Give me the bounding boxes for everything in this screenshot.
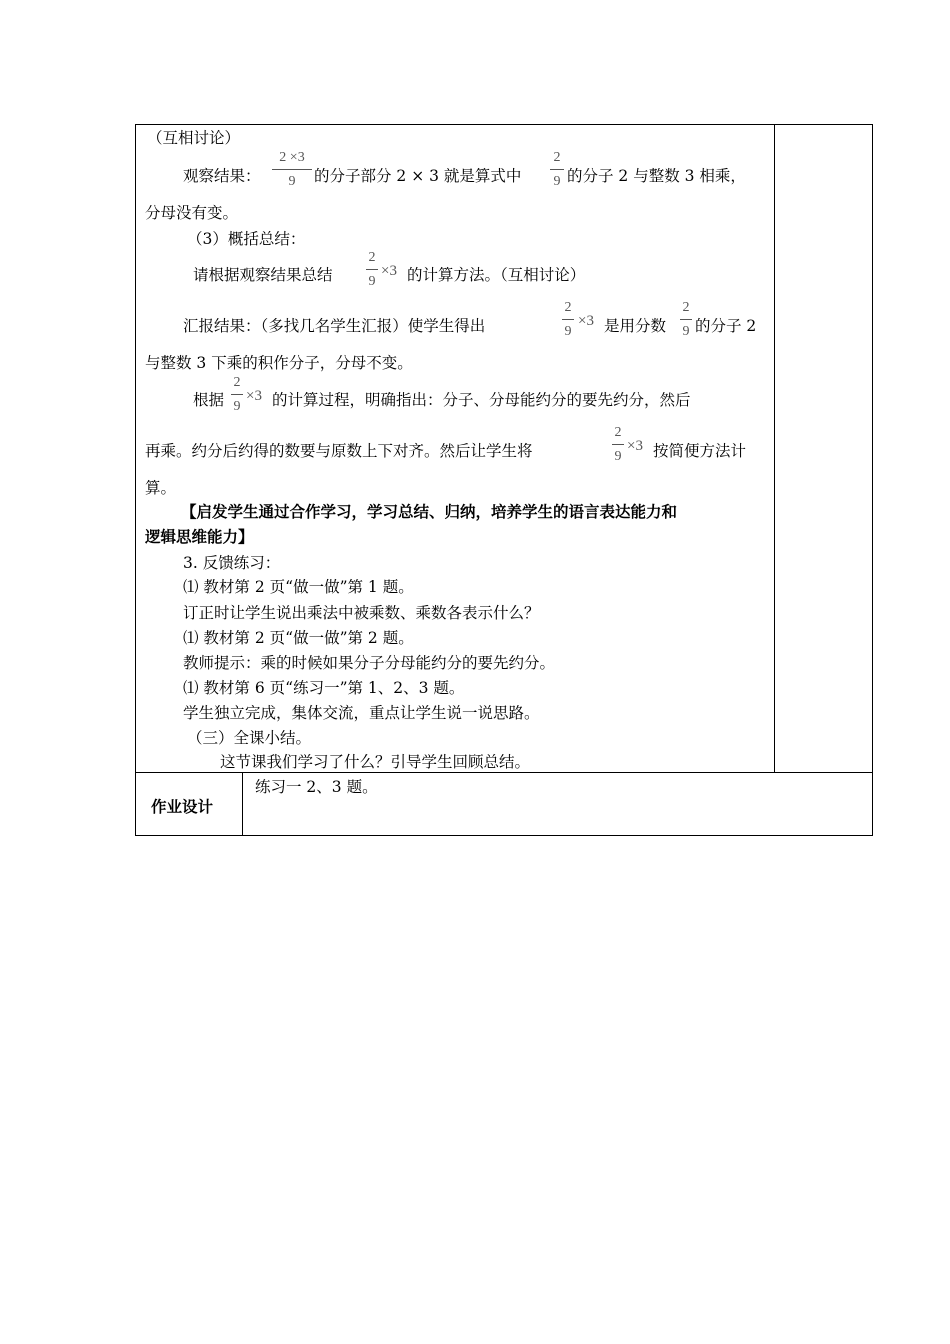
fraction-bar bbox=[680, 319, 692, 320]
fraction-denominator: 9 bbox=[564, 324, 572, 339]
text-line: 观察结果： bbox=[183, 167, 261, 185]
text-line: 汇报结果：（多找几名学生汇报）使学生得出 bbox=[183, 317, 486, 335]
fraction-numerator: 2 ×3 bbox=[279, 150, 305, 165]
text-line: ⑴ 教材第 2 页“做一做”第 1 题。 bbox=[183, 578, 414, 596]
fraction-bar bbox=[272, 169, 312, 170]
text-line: 算。 bbox=[145, 479, 177, 497]
fraction bbox=[612, 426, 624, 466]
fraction-bar bbox=[231, 394, 243, 395]
text-line: 分母没有变。 bbox=[145, 204, 239, 222]
fraction-numerator: 2 bbox=[614, 425, 622, 440]
homework-content: 练习一 2、3 题。 bbox=[255, 778, 378, 796]
fraction-numerator: 2 bbox=[553, 150, 561, 165]
fraction bbox=[562, 301, 574, 341]
fraction-numerator: 2 bbox=[564, 300, 572, 315]
homework-label: 作业设计 bbox=[151, 798, 214, 816]
text-line: ⑴ 教材第 2 页“做一做”第 2 题。 bbox=[183, 629, 414, 647]
fraction-denominator: 9 bbox=[553, 174, 561, 189]
text-line: 的计算方法。（互相讨论） bbox=[407, 266, 586, 284]
table-divider-homework bbox=[242, 772, 243, 836]
fraction-bar bbox=[562, 319, 574, 320]
text-line: 根据 bbox=[193, 391, 225, 409]
fraction-denominator: 9 bbox=[288, 174, 296, 189]
fraction bbox=[231, 376, 243, 416]
text-line: 按简便方法计 bbox=[653, 442, 747, 460]
text-line: 教师提示：乘的时候如果分子分母能约分的要先约分。 bbox=[183, 654, 556, 672]
text-line: 订正时让学生说出乘法中被乘数、乘数各表示什么？ bbox=[183, 604, 540, 622]
fraction bbox=[550, 151, 564, 191]
text-line: （三）全课小结。 bbox=[187, 729, 312, 747]
fraction-expression bbox=[272, 151, 312, 191]
text-line: 请根据观察结果总结 bbox=[193, 266, 333, 284]
times-three: ×3 bbox=[627, 438, 643, 454]
fraction-bar bbox=[550, 169, 564, 170]
fraction-bar bbox=[612, 444, 624, 445]
text-line: 的分子 2 与整数 3 相乘， bbox=[567, 167, 746, 185]
fraction-numerator: 2 bbox=[682, 300, 690, 315]
text-line: 的计算过程，明确指出：分子、分母能约分的要先约分，然后 bbox=[272, 391, 691, 409]
text-line: 学生独立完成，集体交流，重点让学生说一说思路。 bbox=[183, 704, 540, 722]
fraction-denominator: 9 bbox=[614, 449, 622, 464]
text-line-emphasis: 【启发学生通过合作学习，学习总结、归纳，培养学生的语言表达能力和 bbox=[181, 502, 678, 521]
fraction-bar bbox=[366, 269, 378, 270]
fraction-numerator: 2 bbox=[233, 375, 241, 390]
times-three: ×3 bbox=[381, 263, 397, 279]
text-line: 的分子 2 bbox=[695, 317, 757, 335]
text-line: 再乘。约分后约得的数要与原数上下对齐。然后让学生将 bbox=[145, 442, 533, 460]
text-line: 是用分数 bbox=[604, 317, 667, 335]
text-line-emphasis: 逻辑思维能力】 bbox=[145, 527, 254, 546]
times-three: ×3 bbox=[246, 388, 262, 404]
fraction-denominator: 9 bbox=[368, 274, 376, 289]
fraction bbox=[680, 301, 692, 341]
text-line: （3）概括总结： bbox=[187, 230, 306, 248]
fraction-denominator: 9 bbox=[682, 324, 690, 339]
text-line: （互相讨论） bbox=[147, 129, 241, 147]
times-three: ×3 bbox=[578, 313, 594, 329]
table-divider-row bbox=[135, 772, 873, 773]
text-line: 的分子部分 2 × 3 就是算式中 bbox=[314, 167, 522, 185]
text-line: 这节课我们学习了什么？引导学生回顾总结。 bbox=[220, 753, 531, 771]
fraction-denominator: 9 bbox=[233, 399, 241, 414]
text-line: 与整数 3 下乘的积作分子，分母不变。 bbox=[145, 354, 413, 372]
fraction bbox=[366, 251, 378, 291]
fraction-numerator: 2 bbox=[368, 250, 376, 265]
table-divider-right bbox=[774, 124, 775, 772]
text-line: 3. 反馈练习： bbox=[183, 554, 281, 572]
text-line: ⑴ 教材第 6 页“练习一”第 1、2、3 题。 bbox=[183, 679, 465, 697]
